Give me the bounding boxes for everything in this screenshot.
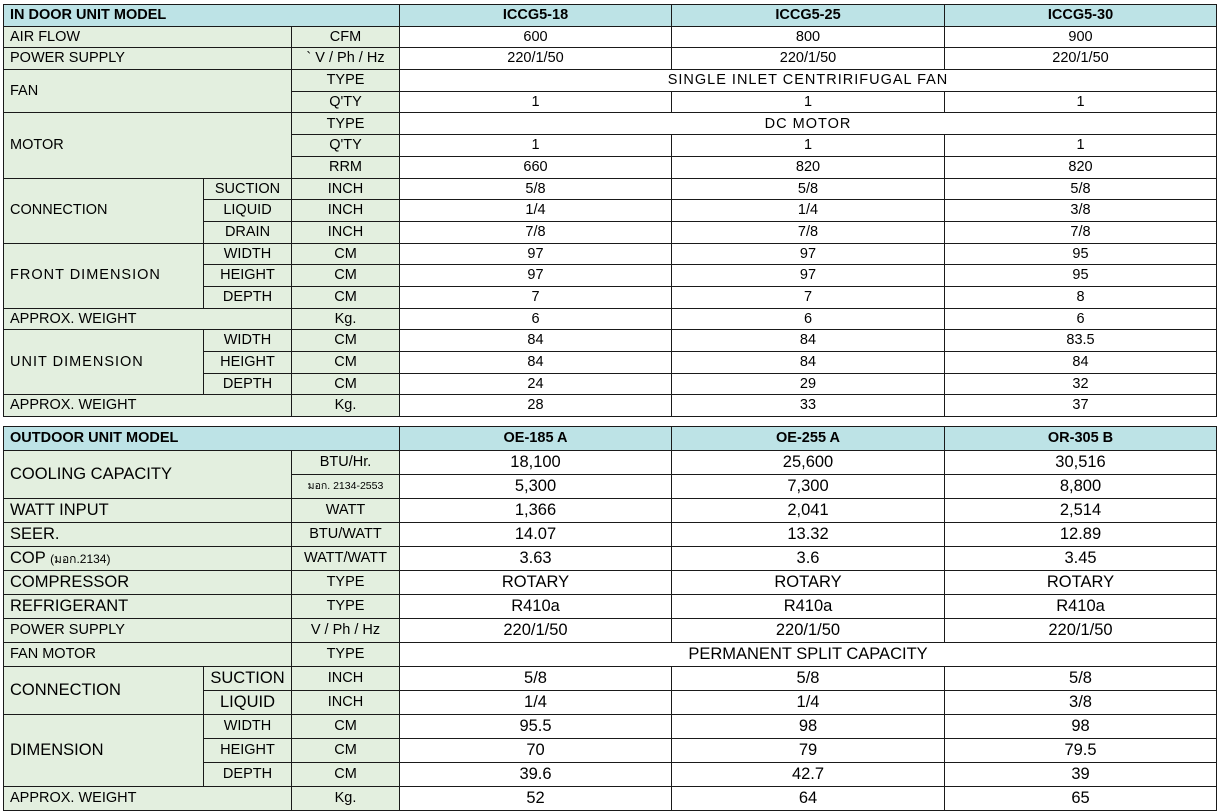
- value-cell: 5/8: [672, 667, 945, 691]
- value-cell: 52: [400, 787, 672, 811]
- row-unit: TYPE: [292, 595, 400, 619]
- cop-label: COP: [10, 549, 46, 568]
- value-cell: 820: [672, 156, 945, 178]
- value-cell: 30,516: [945, 451, 1217, 475]
- value-cell: 220/1/50: [400, 48, 672, 70]
- power-supply-row: [4, 48, 1217, 70]
- sub-label: DEPTH: [204, 286, 292, 308]
- value-cell: 83.5: [945, 330, 1217, 352]
- row-unit: CM: [292, 330, 400, 352]
- row-unit: INCH: [292, 221, 400, 243]
- value-cell: 1,366: [400, 499, 672, 523]
- value-cell: 900: [945, 26, 1217, 48]
- group-label: UNIT DIMENSION: [4, 330, 204, 395]
- value-cell: 1/4: [672, 691, 945, 715]
- value-cell: 5/8: [945, 667, 1217, 691]
- row-label: COMPRESSOR: [4, 571, 292, 595]
- value-cell: R410a: [400, 595, 672, 619]
- cop-label-note: (มอก.2134): [50, 552, 111, 567]
- outdoor-model-title: OUTDOOR UNIT MODEL: [4, 427, 400, 451]
- indoor-model-3: ICCG5-30: [945, 5, 1217, 27]
- indoor-spec-table: [3, 4, 1217, 417]
- row-unit: CM: [292, 243, 400, 265]
- value-cell: 820: [945, 156, 1217, 178]
- value-cell: 39.6: [400, 763, 672, 787]
- value-cell: 7/8: [400, 221, 672, 243]
- group-label: MOTOR: [4, 113, 292, 178]
- group-label: FRONT DIMENSION: [4, 243, 204, 308]
- value-cell: 5/8: [672, 178, 945, 200]
- value-cell: 29: [672, 373, 945, 395]
- value-cell: 24: [400, 373, 672, 395]
- value-cell: 1: [672, 135, 945, 157]
- row-label: SEER.: [4, 523, 292, 547]
- group-label: DIMENSION: [4, 715, 204, 787]
- row-unit: CM: [292, 763, 400, 787]
- value-cell: 6: [945, 308, 1217, 330]
- watt-input-row: [4, 499, 1217, 523]
- value-cell: 2,041: [672, 499, 945, 523]
- outdoor-model-1: OE-185 A: [400, 427, 672, 451]
- value-cell: 95.5: [400, 715, 672, 739]
- unit-width-row: [4, 330, 1217, 352]
- row-unit: CM: [292, 352, 400, 374]
- group-label: FAN: [4, 70, 292, 113]
- row-unit: WATT: [292, 499, 400, 523]
- value-cell: 220/1/50: [400, 619, 672, 643]
- sub-label: WIDTH: [204, 330, 292, 352]
- value-cell: 1/4: [400, 691, 672, 715]
- group-label: CONNECTION: [4, 667, 204, 715]
- indoor-model-1: ICCG5-18: [400, 5, 672, 27]
- sub-label: WIDTH: [204, 243, 292, 265]
- row-unit: CM: [292, 286, 400, 308]
- row-unit: Kg.: [292, 787, 400, 811]
- sub-label: HEIGHT: [204, 265, 292, 287]
- row-label: APPROX. WEIGHT: [4, 787, 292, 811]
- row-unit: Kg.: [292, 395, 400, 417]
- cooling-btu-row: [4, 451, 1217, 475]
- value-cell: 6: [400, 308, 672, 330]
- row-label: AIR FLOW: [4, 26, 292, 48]
- row-unit: CM: [292, 265, 400, 287]
- outdoor-model-2: OE-255 A: [672, 427, 945, 451]
- sub-label: SUCTION: [204, 178, 292, 200]
- value-cell: 1: [672, 91, 945, 113]
- row-unit: ` V / Ph / Hz: [292, 48, 400, 70]
- airflow-row: [4, 26, 1217, 48]
- row-unit: INCH: [292, 178, 400, 200]
- value-cell: 1: [400, 91, 672, 113]
- value-cell: 220/1/50: [672, 48, 945, 70]
- value-cell: 25,600: [672, 451, 945, 475]
- value-cell: 84: [400, 352, 672, 374]
- value-cell: 1/4: [400, 200, 672, 222]
- value-cell: 800: [672, 26, 945, 48]
- value-cell: 660: [400, 156, 672, 178]
- row-unit: INCH: [292, 200, 400, 222]
- row-unit: CM: [292, 715, 400, 739]
- approx-weight-row: [4, 308, 1217, 330]
- value-cell: 98: [672, 715, 945, 739]
- value-cell: 1: [945, 91, 1217, 113]
- value-cell: 7/8: [672, 221, 945, 243]
- row-label: [4, 547, 292, 571]
- fan-type-row: [4, 70, 1217, 92]
- compressor-row: [4, 571, 1217, 595]
- row-unit: INCH: [292, 667, 400, 691]
- indoor-header-row: [4, 5, 1217, 27]
- value-cell: 7,300: [672, 475, 945, 499]
- value-cell: R410a: [945, 595, 1217, 619]
- value-cell: 33: [672, 395, 945, 417]
- row-unit: มอก. 2134-2553: [292, 475, 400, 499]
- row-label: WATT INPUT: [4, 499, 292, 523]
- merged-value-cell: DC MOTOR: [400, 113, 1217, 135]
- value-cell: 5,300: [400, 475, 672, 499]
- value-cell: 3.6: [672, 547, 945, 571]
- value-cell: 84: [672, 330, 945, 352]
- value-cell: 97: [400, 243, 672, 265]
- value-cell: 84: [672, 352, 945, 374]
- value-cell: 98: [945, 715, 1217, 739]
- value-cell: 6: [672, 308, 945, 330]
- value-cell: ROTARY: [400, 571, 672, 595]
- outdoor-model-3: OR-305 B: [945, 427, 1217, 451]
- row-unit: Q'TY: [292, 91, 400, 113]
- connection-suction-row: [4, 667, 1217, 691]
- row-unit: TYPE: [292, 571, 400, 595]
- value-cell: 8: [945, 286, 1217, 308]
- value-cell: 3.63: [400, 547, 672, 571]
- value-cell: 42.7: [672, 763, 945, 787]
- value-cell: 7: [400, 286, 672, 308]
- fan-motor-row: [4, 643, 1217, 667]
- value-cell: 97: [672, 243, 945, 265]
- value-cell: 600: [400, 26, 672, 48]
- dimension-width-row: [4, 715, 1217, 739]
- value-cell: 5/8: [400, 178, 672, 200]
- value-cell: 5/8: [945, 178, 1217, 200]
- sub-label: HEIGHT: [204, 739, 292, 763]
- value-cell: 220/1/50: [945, 48, 1217, 70]
- row-unit: RRM: [292, 156, 400, 178]
- power-supply-row: [4, 619, 1217, 643]
- sub-label: DRAIN: [204, 221, 292, 243]
- group-label: COOLING CAPACITY: [4, 451, 292, 499]
- row-unit: TYPE: [292, 70, 400, 92]
- indoor-model-title: IN DOOR UNIT MODEL: [4, 5, 400, 27]
- value-cell: 18,100: [400, 451, 672, 475]
- outdoor-header-row: [4, 427, 1217, 451]
- value-cell: 12.89: [945, 523, 1217, 547]
- row-unit: Q'TY: [292, 135, 400, 157]
- seer-row: [4, 523, 1217, 547]
- sub-label: HEIGHT: [204, 352, 292, 374]
- value-cell: 28: [400, 395, 672, 417]
- value-cell: 220/1/50: [945, 619, 1217, 643]
- value-cell: 97: [400, 265, 672, 287]
- approx-weight-row: [4, 787, 1217, 811]
- front-width-row: [4, 243, 1217, 265]
- group-label: CONNECTION: [4, 178, 204, 243]
- value-cell: 39: [945, 763, 1217, 787]
- value-cell: 2,514: [945, 499, 1217, 523]
- row-unit: Kg.: [292, 308, 400, 330]
- value-cell: 64: [672, 787, 945, 811]
- sub-label: WIDTH: [204, 715, 292, 739]
- row-unit: WATT/WATT: [292, 547, 400, 571]
- value-cell: 84: [945, 352, 1217, 374]
- outdoor-spec-table: [3, 426, 1217, 811]
- connection-suction-row: [4, 178, 1217, 200]
- value-cell: 1: [400, 135, 672, 157]
- value-cell: 70: [400, 739, 672, 763]
- value-cell: 3.45: [945, 547, 1217, 571]
- row-unit: TYPE: [292, 113, 400, 135]
- value-cell: 5/8: [400, 667, 672, 691]
- row-unit: CM: [292, 373, 400, 395]
- value-cell: 8,800: [945, 475, 1217, 499]
- row-unit: TYPE: [292, 643, 400, 667]
- row-unit: CM: [292, 739, 400, 763]
- value-cell: 14.07: [400, 523, 672, 547]
- value-cell: 79.5: [945, 739, 1217, 763]
- value-cell: 37: [945, 395, 1217, 417]
- value-cell: 79: [672, 739, 945, 763]
- sub-label: LIQUID: [204, 691, 292, 715]
- value-cell: 97: [672, 265, 945, 287]
- row-label: APPROX. WEIGHT: [4, 395, 292, 417]
- row-unit: INCH: [292, 691, 400, 715]
- value-cell: 7: [672, 286, 945, 308]
- row-label: REFRIGERANT: [4, 595, 292, 619]
- cop-row: [4, 547, 1217, 571]
- sub-label: DEPTH: [204, 763, 292, 787]
- approx-weight-row: [4, 395, 1217, 417]
- indoor-model-2: ICCG5-25: [672, 5, 945, 27]
- sub-label: LIQUID: [204, 200, 292, 222]
- value-cell: 3/8: [945, 691, 1217, 715]
- value-cell: 13.32: [672, 523, 945, 547]
- row-unit: BTU/WATT: [292, 523, 400, 547]
- refrigerant-row: [4, 595, 1217, 619]
- sub-label: DEPTH: [204, 373, 292, 395]
- value-cell: 32: [945, 373, 1217, 395]
- value-cell: ROTARY: [672, 571, 945, 595]
- row-label: APPROX. WEIGHT: [4, 308, 292, 330]
- value-cell: R410a: [672, 595, 945, 619]
- value-cell: 1/4: [672, 200, 945, 222]
- value-cell: 95: [945, 243, 1217, 265]
- row-unit: V / Ph / Hz: [292, 619, 400, 643]
- sub-label: SUCTION: [204, 667, 292, 691]
- value-cell: 3/8: [945, 200, 1217, 222]
- value-cell: ROTARY: [945, 571, 1217, 595]
- row-label: FAN MOTOR: [4, 643, 292, 667]
- merged-value-cell: PERMANENT SPLIT CAPACITY: [400, 643, 1217, 667]
- row-unit: BTU/Hr.: [292, 451, 400, 475]
- value-cell: 220/1/50: [672, 619, 945, 643]
- value-cell: 84: [400, 330, 672, 352]
- motor-type-row: [4, 113, 1217, 135]
- value-cell: 1: [945, 135, 1217, 157]
- value-cell: 7/8: [945, 221, 1217, 243]
- row-label: POWER SUPPLY: [4, 619, 292, 643]
- value-cell: 65: [945, 787, 1217, 811]
- row-unit: CFM: [292, 26, 400, 48]
- merged-value-cell: SINGLE INLET CENTRIRIFUGAL FAN: [400, 70, 1217, 92]
- value-cell: 95: [945, 265, 1217, 287]
- row-label: POWER SUPPLY: [4, 48, 292, 70]
